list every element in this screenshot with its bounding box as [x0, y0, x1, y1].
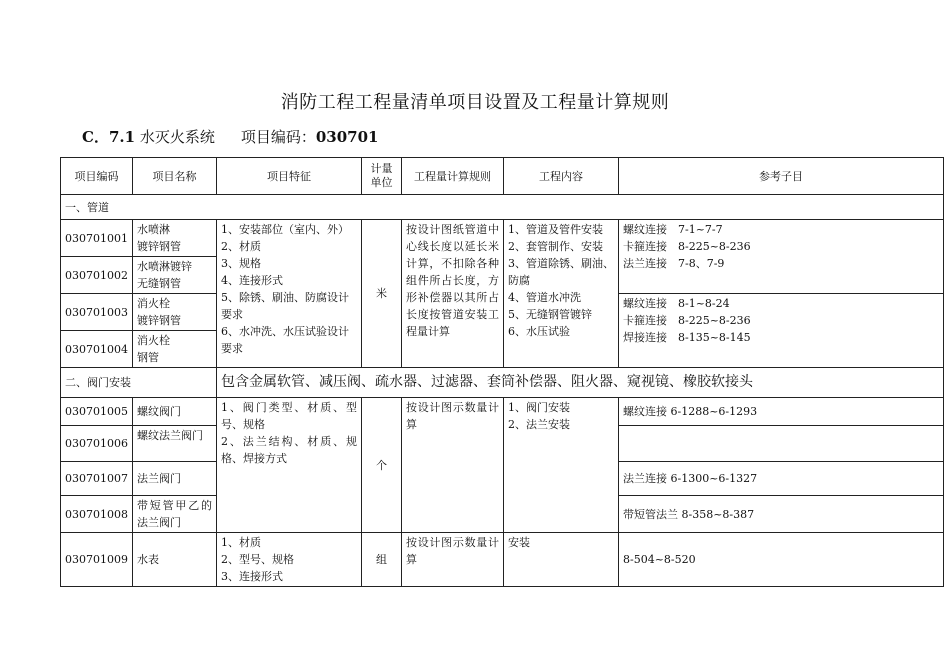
table-row [61, 220, 944, 257]
item-ref: 螺纹连接 8-1~8-24 卡箍连接 8-225~8-236 焊接连接 8-135~8-145 [619, 294, 944, 368]
section-note-valves: 包含金属软管、减压阀、疏水器、过滤器、套筒补偿器、阻火器、窥视镜、橡胶软接头 [217, 368, 944, 398]
item-feature: 1、材质 2、型号、规格 3、连接形式 [217, 533, 362, 587]
item-name: 螺纹法兰阀门 [133, 426, 217, 462]
header-ref: 参考子目 [619, 158, 944, 195]
page-title: 消防工程工程量清单项目设置及工程量计算规则 [280, 92, 670, 113]
item-name: 水喷淋 镀锌钢管 [133, 220, 217, 257]
item-content: 1、阀门安装 2、法兰安装 [504, 398, 619, 533]
table-row [61, 533, 944, 587]
item-name: 螺纹阀门 [133, 398, 217, 426]
section-row-pipes [61, 195, 944, 220]
header-name: 项目名称 [133, 158, 217, 195]
item-code: 030701003 [61, 294, 133, 331]
item-content: 1、管道及管件安装 2、套管制作、安装 3、管道除锈、刷油、防腐 4、管道水冲洗 5、无缝钢管镀锌 6、水压试验 [504, 220, 619, 368]
section-name: 水灭火系统 [139, 128, 215, 146]
table-row [61, 398, 944, 426]
item-rule: 按设计图示数量计算 [402, 398, 504, 533]
item-ref: 法兰连接 6-1300~6-1327 [619, 462, 944, 496]
item-name: 法兰阀门 [133, 462, 217, 496]
item-ref: 螺纹连接 7-1~7-7 卡箍连接 8-225~8-236 法兰连接 7-8、7-9 [619, 220, 944, 294]
item-code: 030701009 [61, 533, 133, 587]
header-feature: 项目特征 [217, 158, 362, 195]
item-ref: 带短管法兰 8-358~8-387 [619, 496, 944, 533]
section-number: 7.1 [108, 128, 136, 146]
item-rule: 按设计图示数量计算 [402, 533, 504, 587]
rules-table [60, 157, 944, 587]
item-code: 030701007 [61, 462, 133, 496]
item-name: 消火栓 钢管 [133, 331, 217, 368]
header-content: 工程内容 [504, 158, 619, 195]
item-unit: 米 [362, 220, 402, 368]
item-name: 水表 [133, 533, 217, 587]
item-code: 030701008 [61, 496, 133, 533]
item-ref [619, 426, 944, 462]
item-ref: 8-504~8-520 [619, 533, 944, 587]
header-code: 项目编码 [61, 158, 133, 195]
table-header-row [61, 158, 944, 195]
item-name: 带短管甲乙的法兰阀门 [133, 496, 217, 533]
item-unit: 组 [362, 533, 402, 587]
item-code: 030701005 [61, 398, 133, 426]
header-rule: 工程量计算规则 [402, 158, 504, 195]
item-code: 030701002 [61, 257, 133, 294]
section-prefix: C． [82, 128, 109, 146]
item-rule: 按设计图纸管道中心线长度以延长米计算，不扣除各种组件所占长度，方形补偿器以其所占长度按管道安装工程量计算 [402, 220, 504, 368]
item-code: 030701001 [61, 220, 133, 257]
section-title-pipes: 一、管道 [61, 195, 944, 220]
item-name: 消火栓 镀锌钢管 [133, 294, 217, 331]
item-name: 水喷淋镀锌 无缝钢管 [133, 257, 217, 294]
code-value: 030701 [315, 128, 379, 146]
item-feature: 1、安装部位（室内、外） 2、材质 3、规格 4、连接形式 5、除锈、刷油、防腐设计要求 6、水冲洗、水压试验设计要求 [217, 220, 362, 368]
section-heading [82, 126, 379, 147]
item-feature: 1、阀门类型、材质、型号、规格 2、法兰结构、材质、规格、焊接方式 [217, 398, 362, 533]
code-label: 项目编码： [240, 128, 316, 146]
section-row-valves [61, 368, 944, 398]
item-unit: 个 [362, 398, 402, 533]
section-title-valves: 二、阀门安装 [61, 368, 217, 398]
item-content: 安装 [504, 533, 619, 587]
item-code: 030701006 [61, 426, 133, 462]
item-code: 030701004 [61, 331, 133, 368]
header-unit: 计量 单位 [362, 158, 402, 195]
item-ref: 螺纹连接 6-1288~6-1293 [619, 398, 944, 426]
